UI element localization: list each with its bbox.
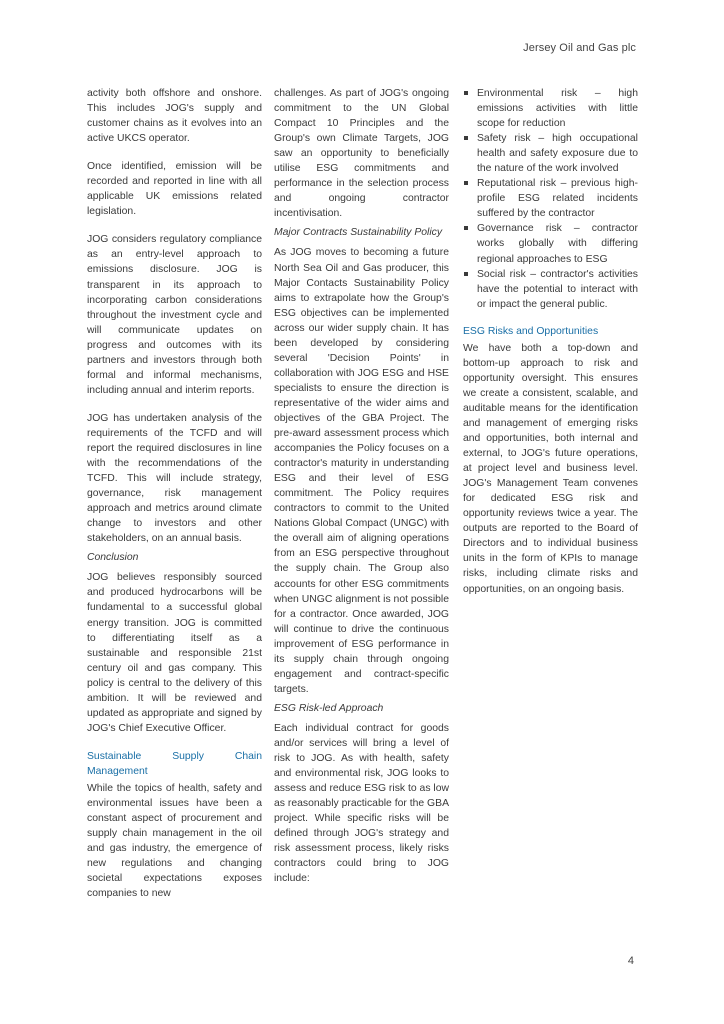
column-middle — [274, 86, 449, 886]
risk-list — [463, 86, 638, 312]
supply-chain-heading: Sustainable Supply Chain Management — [87, 750, 262, 777]
list-item: Environmental risk – high emissions activities with little scope for reduction — [463, 86, 638, 131]
paragraph: JOG considers regulatory compliance as an entry-level approach to emissions disclosure. JOG is transparent in its approach to incorporating carbon considerations throughout the investment cycle and will communicate updates on progress and outcomes with its partners and investors through both formal and informal mechanisms, including annual and interim reports. — [87, 234, 262, 396]
page-number: 4 — [627, 955, 634, 967]
paragraph: We have both a top-down and bottom-up approach to risk and opportunity oversight. This ensures we create a consistent, scalable, and auditable means for the identification and management of emerging risks and opportunities, both internal and external, to JOG's future operations, at project level and business level. JOG's Management Team convenes for dedicated ESG risk and opportunity reviews twice a year. The outputs are reported to the Board of Directors and to individual business units in the form of KPIs to manage risks, including climate risks and opportunities, on an ongoing basis. — [463, 342, 638, 595]
list-item: Social risk – contractor's activities have the potential to interact with or impact the general public. — [463, 267, 638, 312]
paragraph: Each individual contract for goods and/or services will bring a level of risk to JOG. As with health, safety and environmental risk, JOG looks to assess and reduce ESG risk to as low as reasonably practicable for the GBA project. While specific risks will be defined through JOG's strategy and risk assessment process, likely risks contractors could bring to JOG include: — [274, 722, 450, 885]
list-item: Safety risk – high occupational health and safety exposure due to the nature of the work involved — [463, 131, 638, 176]
paragraph: JOG believes responsibly sourced and produced hydrocarbons will be fundamental to a successful global energy transition. JOG is committed to differentiating itself as a sustainable and responsible 21st century oil and gas company. This policy is central to the delivery of this ambition. It will be reviewed and updated as appropriate and signed by JOG's Chief Executive Officer. — [87, 572, 262, 734]
major-contracts-heading: Major Contracts Sustainability Policy — [274, 227, 443, 239]
company-header: Jersey Oil and Gas plc — [523, 42, 636, 54]
list-item: Reputational risk – previous high-profile ESG related incidents suffered by the contractor — [463, 176, 638, 221]
paragraph: challenges. As part of JOG's ongoing commitment to the UN Global Compact 10 Principles and the Group's own Climate Targets, JOG saw an opportunity to beneficially utilise ESG commitments and performance in the selection process and ongoing contractor incentivisation. — [274, 88, 449, 220]
column-right — [463, 86, 638, 597]
paragraph: While the topics of health, safety and environmental issues have been a constant aspect of procurement and supply chain management in the oil and gas industry, the emergence of new regulations and changing societal expectations exposes companies to new — [87, 782, 262, 900]
paragraph: activity both offshore and onshore. This includes JOG's supply and customer chains as it evolves into an active UKCS operator. — [87, 88, 262, 145]
column-left — [87, 86, 262, 901]
list-item: Governance risk – contractor works globally with differing regional approaches to ESG — [463, 221, 638, 266]
risks-opportunities-heading: ESG Risks and Opportunities — [463, 325, 599, 337]
risk-led-heading: ESG Risk-led Approach — [274, 702, 384, 714]
conclusion-heading: Conclusion — [87, 552, 139, 564]
paragraph: JOG has undertaken analysis of the requirements of the TCFD and will report the required disclosures in line with the recommendations of the TCFD. This will include strategy, governance, risk management approach and metrics around climate change to investors and other stakeholders, on an annual basis. — [87, 412, 262, 545]
paragraph: Once identified, emission will be recorded and reported in line with all applicable UK emissions related legislation. — [87, 161, 262, 218]
paragraph: As JOG moves to becoming a future North Sea Oil and Gas producer, this Major Contacts Sustainability Policy aims to extrapolate how the Group's ESG objectives can be implemented across our wider supply chain. It has been developed by considering several 'Decision Points' in collaboration with JOG ESG and HSE specialists to ensure the direction is representative of the wider aims and objectives of the GBA Project. The pre-award assessment process which accompanies the Policy focuses on a contractor's maturity in understanding ESG and their level of ESG commitment. The Policy requires contractors to commit to the United Nations Global Compact (UNGC) with the overall aim of aligning operations from an ESG perspective throughout the supply chain. The Group also accounts for other ESG commitments when UNGC alignment is not possible for a contractor. Once awarded, JOG will continue to drive the continuous improvement of ESG performance in its supply chain through ongoing engagement and contract-specific targets. — [274, 247, 449, 695]
